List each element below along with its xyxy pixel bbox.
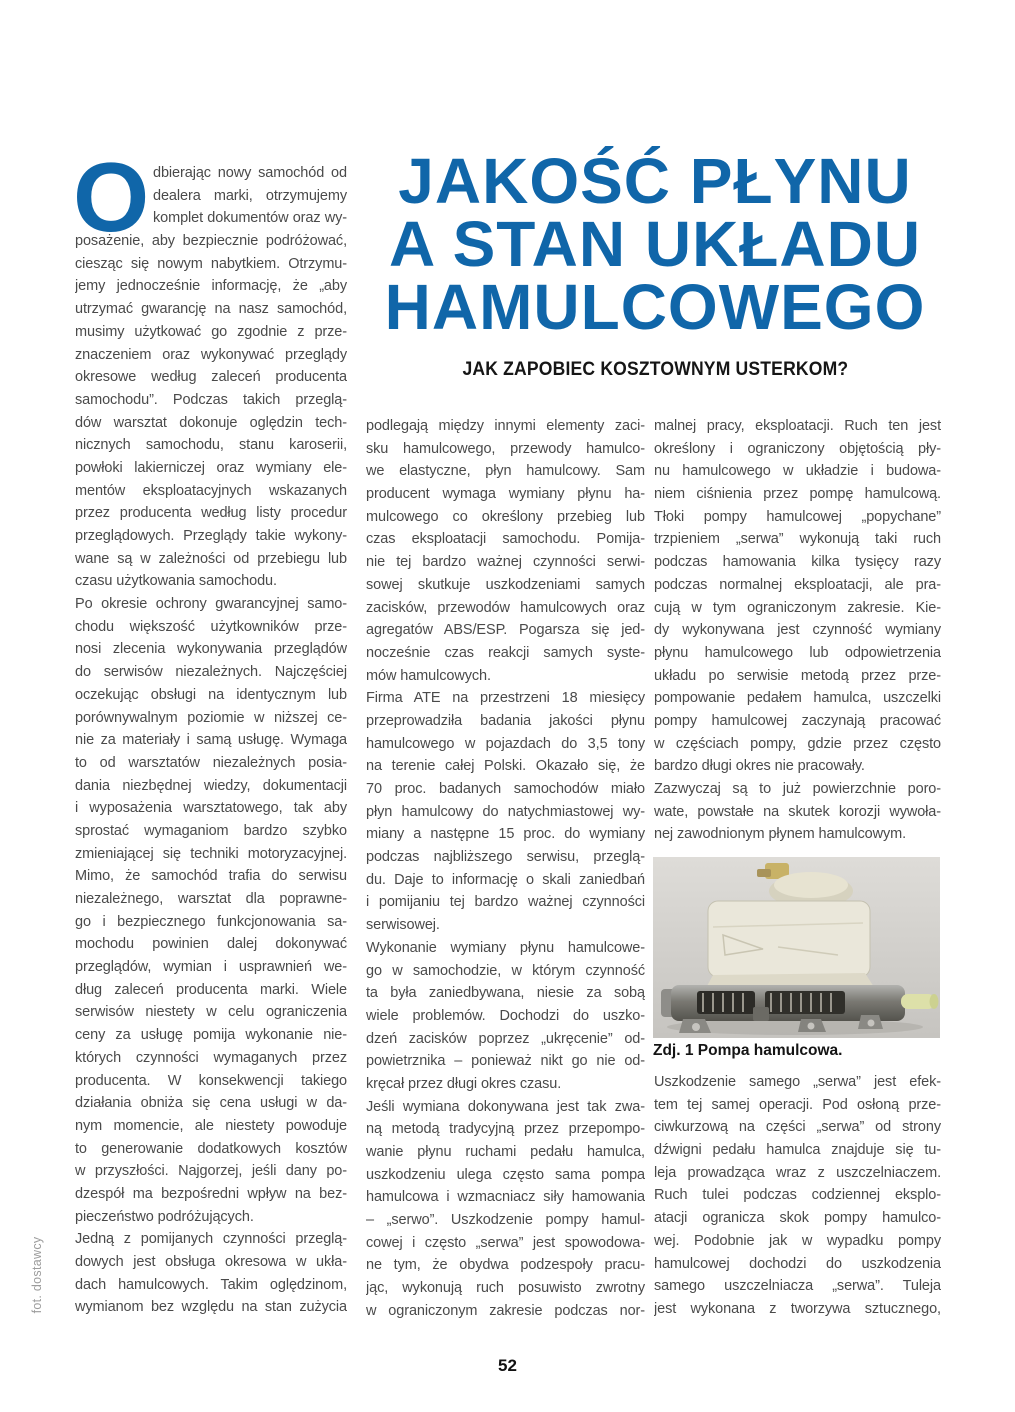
- text-line: cują w tym ograniczonym zakresie. Kie-: [654, 599, 941, 616]
- headline-line-2: A STAN UKŁADU: [388, 208, 922, 280]
- text-line: 70 proc. badanych samochodów miało: [366, 781, 645, 797]
- text-line: niem ciśnienia przez pompę hamulcową.: [654, 486, 941, 503]
- text-line: okresowe według zaleceń producenta: [75, 369, 347, 386]
- text-line: uszkodzeniu ulega często sama pompa: [366, 1166, 645, 1183]
- text-line: nosi zlecenia wykonywania przeglądów: [75, 641, 347, 658]
- text-line: niezależnego, warsztat dla poprawne-: [75, 891, 347, 907]
- text-line: czasu użytkowania samochodu.: [75, 573, 277, 590]
- text-line: Po okresie ochrony gwarancyjnej samo-: [75, 596, 347, 613]
- text-line: producenta. W konsekwencji takiego: [75, 1072, 347, 1089]
- text-line: Mimo, że samochód trafia do serwisu: [75, 868, 347, 885]
- photo-credit-vertical: fot. dostawcy: [30, 1236, 44, 1314]
- article-headline: [372, 145, 938, 343]
- text-line: we elastyczne, płyn hamulcowy. Sam: [366, 463, 645, 480]
- text-line: leja prowadząca wraz z uszczelniaczem.: [654, 1164, 941, 1181]
- text-line: w ograniczonym zakresie podczas nor-: [366, 1302, 645, 1319]
- text-line: komplet dokumentów oraz wy-: [153, 210, 347, 227]
- text-line: wane są w zależności od przebiegu lub: [75, 550, 347, 567]
- text-line: bardzo długi okres nie pracowały.: [654, 758, 865, 775]
- text-line: serwisów niestety w celu ograniczenia: [75, 1004, 347, 1021]
- figure-brake-master-cylinder: [653, 857, 940, 1038]
- page-number: 52: [498, 1356, 517, 1375]
- text-line: podczas hamowania kilka tysięcy razy: [654, 554, 941, 571]
- text-line: dealera marki, otrzymujemy: [153, 187, 347, 204]
- text-line: dów warsztat dokonuje oględzin tech-: [75, 414, 347, 431]
- text-line: nie za materiały i samą usługę. Wymaga: [75, 732, 347, 749]
- text-line: tem tej samej operacji. Pod osłoną prze-: [654, 1096, 941, 1113]
- text-line: utrzymać gwarancję na nasz samochód,: [75, 301, 347, 318]
- text-line: działania obniża się cena usługi w da-: [75, 1095, 347, 1112]
- column-1: [73, 142, 347, 1319]
- text-line: zmieniającej się techniki motoryzacyjnej.: [75, 845, 347, 862]
- text-line: nej zawodnionym płynem hamulcowym.: [654, 826, 907, 843]
- text-line: nocześnie czas reakcji samych syste-: [366, 644, 645, 661]
- text-line: przeglądowych. Przeglądy takie wykony-: [75, 528, 347, 544]
- text-line: płynu hamulcowego lub odpowietrzenia: [654, 644, 941, 661]
- text-line: sprostać wymaganiom bardzo szybko: [75, 822, 347, 839]
- text-line: malnej pracy, eksploatacji. Ruch ten jest: [654, 418, 941, 434]
- text-line: Ruch tulei podczas codziennej eksplo-: [654, 1187, 941, 1204]
- article-subheadline-wrap: [372, 358, 938, 381]
- text-line: Tłoki pompy hamulcowej „popychane”: [654, 508, 941, 525]
- text-line: jest wykonana z tworzywa sztucznego,: [654, 1300, 941, 1317]
- text-line: pieczeństwo podróżujących.: [75, 1208, 254, 1225]
- text-line: mentów eksploatacyjnych wskazanych: [75, 482, 347, 499]
- text-line: samochodu”. Podczas takich przeglą-: [75, 391, 347, 408]
- dropcap-letter: O: [73, 142, 150, 252]
- text-line: dania niezbędnej wiedzy, dokumentacji: [75, 777, 347, 794]
- column-2: [366, 415, 645, 1323]
- text-line: chodu większość użytkowników prze-: [75, 618, 347, 635]
- text-line: jąc, wykonują ruch posuwisto zwrotny: [366, 1280, 645, 1297]
- text-line: dzespół ma bezpośredni wpływ na bez-: [75, 1185, 347, 1202]
- text-line: wanie płynu ruchami pedału hamulca,: [366, 1144, 645, 1160]
- text-line: hamulcowego w pojazdach do 3,5 tony: [366, 735, 645, 752]
- text-line: ta była zaniedbywana, niesie za sobą: [366, 985, 645, 1002]
- text-line: miany a następne 15 proc. do wymiany: [366, 826, 645, 843]
- text-line: i wyposażenia warsztatowego, tak aby: [75, 800, 347, 817]
- text-line: du. Daje to informację o skali zaniedbań: [366, 871, 645, 888]
- text-line: i pomijaniu tej bardzo ważnej czynności: [366, 894, 645, 911]
- text-line: powietrznika – ponieważ nikt go nie od-: [366, 1053, 645, 1070]
- text-line: Firma ATE na przestrzeni 18 miesięcy: [366, 690, 645, 707]
- text-line: agregatów ABS/ESP. Pogarsza się jed-: [366, 622, 645, 639]
- text-line: ciwkurzową na części „serwa” od strony: [654, 1119, 941, 1136]
- text-line: Jedną z pomijanych czynności przeglą-: [75, 1231, 347, 1248]
- text-line: wiele problemów. Dochodzi do uszko-: [366, 1007, 645, 1024]
- text-line: ne tym, że obydwa podzespoły pracu-: [366, 1257, 645, 1274]
- text-line: atacji ogranicza skok pompy hamulco-: [654, 1210, 941, 1227]
- text-line: producent wymaga wymiany płynu ha-: [366, 486, 645, 503]
- text-line: układu po serwisie metodą przez prze-: [654, 667, 941, 684]
- headline-line-3: HAMULCOWEGO: [384, 271, 926, 343]
- text-line: nym momencie, ale niestety powoduje: [75, 1117, 347, 1134]
- text-line: znaczeniem oraz wykonywać przeglądy: [75, 346, 347, 363]
- column-3-upper: [654, 415, 941, 846]
- figure-caption: Zdj. 1 Pompa hamulcowa.: [653, 1042, 843, 1059]
- text-line: do serwisów niezależnych. Najczęściej: [75, 664, 347, 681]
- text-line: powłoki lakierniczej oraz wymiany ele-: [75, 459, 347, 476]
- text-line: jemy jednocześnie informację, że „aby: [75, 278, 347, 295]
- text-line: posażenie, aby bezpiecznie podróżować,: [75, 233, 347, 250]
- text-line: ną metodą tradycyjną przez przepompo-: [366, 1121, 645, 1138]
- text-line: trzpieniem „serwa” wykonują taki ruch: [654, 531, 941, 548]
- text-line: płyn hamulcowy do natychmiastowej wy-: [366, 803, 645, 820]
- text-line: pompy hamulcowej zaczynają pracować: [654, 712, 941, 729]
- text-line: pompowanie pedałem hamulca, uszczelki: [654, 690, 941, 707]
- text-line: serwisowej.: [366, 917, 440, 934]
- text-line: mów hamulcowych.: [366, 667, 491, 684]
- text-line: w przyszłości. Najgorzej, jeśli dany po-: [75, 1163, 347, 1180]
- text-line: wymianom bez względu na stan zużycia: [75, 1299, 347, 1316]
- text-line: hamulcowej dochodzi do uszkodzenia: [654, 1255, 941, 1272]
- text-line: musimy użytkować go zgodnie z prze-: [75, 323, 347, 340]
- text-line: określony i ograniczony objętością pły-: [654, 440, 941, 457]
- text-line: sku hamulcowego, przewody hamulco-: [366, 440, 645, 457]
- text-line: dy wykonywana jest czynność wymiany: [654, 622, 941, 639]
- text-line: wate, powstałe na skutek korozji wywoła-: [654, 803, 941, 820]
- text-line: Uszkodzenie samego „serwa” jest efek-: [654, 1074, 941, 1090]
- text-line: przez producenta według listy procedur: [75, 505, 347, 522]
- text-line: wej. Podobnie jak w wypadku pompy: [654, 1232, 941, 1249]
- text-line: to generowanie dodatkowych kosztów: [75, 1140, 347, 1157]
- text-line: dług zaleceń producenta marki. Wiele: [75, 981, 347, 998]
- text-line: dowych jest obsługa okresowa w ukła-: [75, 1254, 347, 1270]
- text-line: dbierając nowy samochód od: [153, 165, 347, 181]
- text-line: ciesząc się nowym nabytkiem. Otrzymu-: [75, 255, 347, 272]
- text-line: w częściach pompy, gdzie przez często: [654, 735, 941, 752]
- text-line: nu hamulcowego w układzie i budowa-: [654, 463, 941, 480]
- text-line: to od warsztatów niezależnych posia-: [75, 754, 347, 771]
- headline-line-1: JAKOŚĆ PŁYNU: [398, 145, 912, 217]
- text-line: dzeń zacisków poprzez „ukręcenie” od-: [366, 1030, 645, 1047]
- text-line: mochodu powinien dalej dokonywać: [75, 936, 347, 953]
- text-line: oczekując obsługi na identycznym lub: [75, 686, 347, 703]
- text-line: dach hamulcowych. Takim oględzinom,: [75, 1276, 347, 1293]
- text-line: mulcowego co określony przebieg lub: [366, 508, 645, 525]
- text-line: hamulcowa i wzmacniacz siły hamowania: [366, 1189, 645, 1206]
- text-line: – „serwo”. Uszkodzenie pompy hamul-: [366, 1212, 645, 1229]
- text-line: przeglądów, wymian i usprawnień we-: [75, 959, 347, 976]
- text-line: Zazwyczaj są to już powierzchnie poro-: [654, 781, 941, 797]
- text-line: zacisków, przewodów hamulcowych oraz: [366, 599, 645, 616]
- text-line: nicznych samochodu, stanu karoserii,: [75, 437, 347, 454]
- text-line: przeprowadziła badania jakości płynu: [366, 712, 645, 729]
- text-line: dźwigni pedału hamulca znajduje się tu-: [654, 1142, 941, 1159]
- article-subheadline: JAK ZAPOBIEC KOSZTOWNYM USTERKOM?: [462, 358, 848, 380]
- text-line: podczas normalnej eksploatacji, ale pra-: [654, 576, 941, 593]
- text-line: cowej i często „serwa” jest spowodowa-: [366, 1234, 645, 1251]
- text-line: Wykonanie wymiany płynu hamulcowe-: [366, 939, 645, 956]
- text-line: nie tej bardzo ważnej czynności serwi-: [366, 554, 645, 571]
- text-line: go i bezpiecznego funkcjonowania sa-: [75, 913, 347, 930]
- text-line: Jeśli wymiana dokonywana jest tak zwa-: [366, 1098, 645, 1115]
- column-3-lower: [654, 1071, 941, 1321]
- text-line: go w samochodzie, w którym czynność: [366, 962, 645, 979]
- brake-master-cylinder-photo: [653, 857, 940, 1038]
- text-line: podczas najbliższego serwisu, przeglą-: [366, 849, 645, 866]
- text-line: porównywalnym poziomie w niższej ce-: [75, 709, 347, 726]
- text-line: czas eksploatacji samochodu. Pomija-: [366, 531, 645, 548]
- text-line: których czynności wymaganych przez: [75, 1049, 347, 1066]
- text-line: sowej skutkuje uszkodzeniami samych: [366, 576, 645, 593]
- text-line: samego uszczelniacza „serwa”. Tuleja: [654, 1278, 941, 1295]
- text-line: podlegają między innymi elementy zaci-: [366, 418, 645, 434]
- text-line: na terenie całej Polski. Okazało się, że: [366, 758, 645, 775]
- text-line: ceny za usługę pomija wykonanie nie-: [75, 1027, 347, 1044]
- text-line: kręcał przez długi okres czasu.: [366, 1075, 562, 1092]
